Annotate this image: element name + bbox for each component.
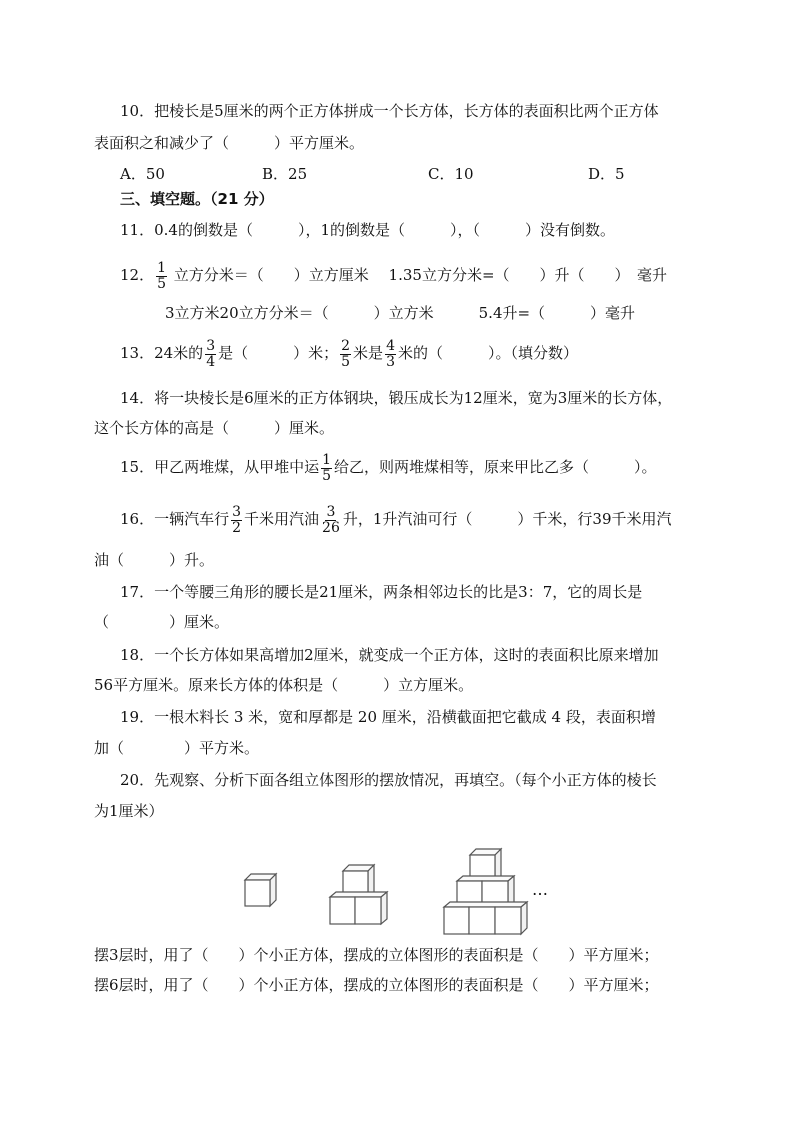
cube-stack-2-layers xyxy=(330,865,387,924)
q16-f1-den: 2 xyxy=(232,519,242,536)
q10-option-a[interactable]: A．50 xyxy=(120,165,165,183)
q13-f1-num: 3 xyxy=(206,337,216,354)
q11-text: 11．0.4的倒数是（ ），1的倒数是（ ），（ ）没有倒数。 xyxy=(120,221,615,239)
q19-line1: 19．一根木料长 3 米，宽和厚都是 20 厘米，沿横截面把它截成 4 段，表面积增 xyxy=(120,708,656,726)
q15-prefix: 15．甲乙两堆煤，从甲堆中运 xyxy=(120,458,320,476)
q16-line1 xyxy=(120,502,672,536)
q18-line1: 18．一个长方体如果高增加2厘米，就变成一个正方体，这时的表面积比原来增加 xyxy=(120,646,659,664)
q16-mid: 千米用汽油 xyxy=(244,510,320,528)
q16-prefix: 16．一辆汽车行 xyxy=(120,510,230,528)
q16-suffix: 升，1升汽油可行（ ）千米，行39千米用汽 xyxy=(342,510,672,528)
cube-stack-3-layers xyxy=(444,849,527,934)
q20-answer-line2: 摆6层时，用了（ ）个小正方体，摆成的立体图形的表面积是（ ）平方厘米； xyxy=(94,976,659,994)
q16-line2: 油（ ）升。 xyxy=(94,551,215,569)
q15-line xyxy=(120,450,657,484)
q17-line2: （ ）厘米。 xyxy=(94,613,230,631)
q10-line2: 表面积之和减少了（ ）平方厘米。 xyxy=(94,134,365,152)
q13-prefix: 13．24米的 xyxy=(120,344,204,362)
q12-frac-den: 5 xyxy=(157,275,167,292)
q18-line2: 56平方厘米。原来长方体的体积是（ ）立方厘米。 xyxy=(94,676,474,694)
q13-f2-num: 2 xyxy=(341,337,351,354)
q10-option-b[interactable]: B．25 xyxy=(262,165,308,183)
q13-line xyxy=(120,336,578,370)
q16-f2-num: 3 xyxy=(326,503,336,520)
q16-f1-num: 3 xyxy=(232,503,242,520)
cube-stack-1-layer xyxy=(245,874,276,906)
q10-line1: 10．把棱长是5厘米的两个正方体拼成一个长方体，长方体的表面积比两个正方体 xyxy=(120,102,659,120)
q15-frac-den: 5 xyxy=(322,467,332,484)
q12-frac-num: 1 xyxy=(157,259,167,276)
q15-suffix: 给乙，则两堆煤相等，原来甲比乙多（ ）。 xyxy=(334,458,657,476)
section-title: 三、填空题。（21 分） xyxy=(120,190,274,208)
q12-line2: 3立方米20立方分米＝（ ）立方米 5.4升=（ ）毫升 xyxy=(165,304,636,322)
q20-line1: 20．先观察、分析下面各组立体图形的摆放情况，再填空。（每个小正方体的棱长 xyxy=(120,771,657,789)
q13-f3-num: 4 xyxy=(386,337,395,354)
q14-line2: 这个长方体的高是（ ）厘米。 xyxy=(94,419,335,437)
q16-f2-den: 26 xyxy=(322,519,340,536)
q13-fraction-2 xyxy=(340,339,351,370)
q13-fraction-3 xyxy=(385,339,396,370)
q19-line2: 加（ ）平方米。 xyxy=(94,739,260,757)
q13-mid2: 米是 xyxy=(353,344,384,362)
q15-fraction xyxy=(321,453,332,484)
q16-fraction-2 xyxy=(321,505,341,536)
q12-prefix: 12． xyxy=(120,266,155,284)
q10-option-c[interactable]: C．10 xyxy=(428,165,474,183)
q20-answer-line1: 摆3层时，用了（ ）个小正方体，摆成的立体图形的表面积是（ ）平方厘米； xyxy=(94,946,659,964)
q15-frac-num: 1 xyxy=(322,451,332,468)
q10-option-d[interactable]: D．5 xyxy=(588,165,625,183)
q20-ellipsis: … xyxy=(532,880,548,899)
q17-line1: 17．一个等腰三角形的腰长是21厘米，两条相邻边长的比是3：7，它的周长是 xyxy=(120,583,643,601)
q12-fraction xyxy=(156,261,167,292)
q20-line2: 为1厘米） xyxy=(94,802,164,820)
q13-suffix: 米的（ ）。（填分数） xyxy=(397,344,578,362)
q12-line1-rest: 立方分米＝（ ）立方厘米 1.35立方分米=（ ）升（ ） 毫升 xyxy=(169,266,668,284)
q13-f3-den: 3 xyxy=(386,353,395,370)
q12-line1 xyxy=(120,258,667,292)
q13-mid1: 是（ ）米； xyxy=(218,344,339,362)
cube-stack-figure xyxy=(230,840,570,940)
q13-f2-den: 5 xyxy=(341,353,351,370)
q13-f1-den: 4 xyxy=(206,353,216,370)
q13-fraction-1 xyxy=(205,339,216,370)
q16-fraction-1 xyxy=(231,505,242,536)
q14-line1: 14．将一块棱长是6厘米的正方体钢块，锻压成长为12厘米，宽为3厘米的长方体， xyxy=(120,389,673,407)
